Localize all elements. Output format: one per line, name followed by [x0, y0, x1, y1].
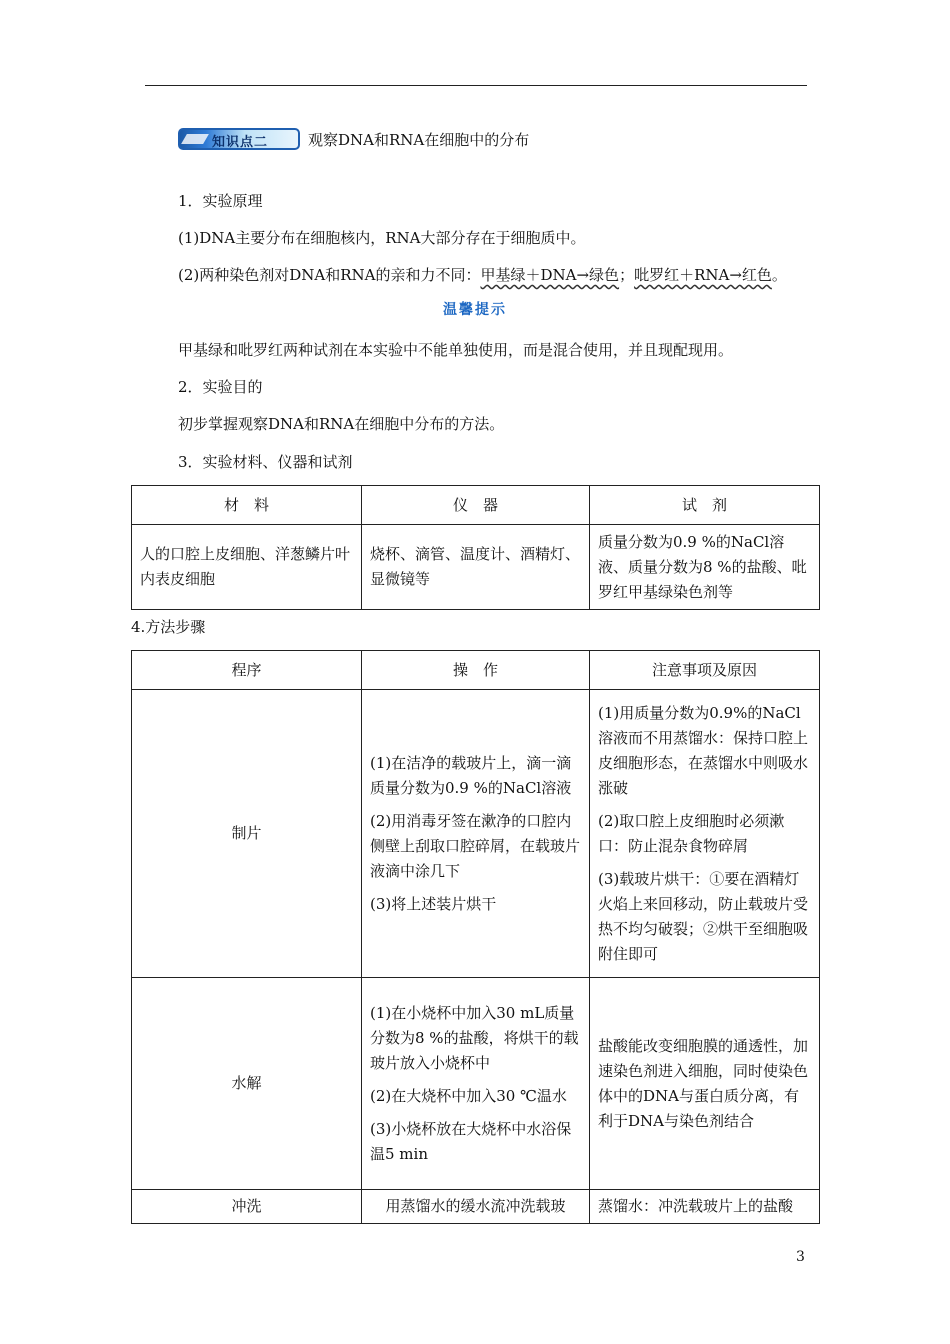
steps-heading: 4.方法步骤	[131, 618, 206, 636]
step-notes	[590, 690, 820, 978]
badge-label: 知识点二	[212, 135, 269, 150]
purpose-text: 初步掌握观察DNA和RNA在细胞中分布的方法。	[178, 415, 505, 433]
table-header-row	[132, 651, 820, 690]
principle-line-1: (1)DNA主要分布在细胞核内，RNA大部分存在于细胞质中。	[178, 229, 586, 247]
purpose-heading: 2．实验目的	[178, 378, 263, 396]
tip-text: 甲基绿和吡罗红两种试剂在本实验中不能单独使用，而是混合使用，并且现配现用。	[178, 341, 734, 359]
principle-line-2-prefix: (2)两种染色剂对DNA和RNA的亲和力不同：	[178, 266, 481, 284]
section-heading	[178, 128, 529, 150]
cell-materials: 人的口腔上皮细胞、洋葱鳞片叶内表皮细胞	[132, 525, 362, 610]
steps-table	[131, 650, 820, 1224]
col-header-materials: 材 料	[132, 486, 362, 525]
op-item: (3)将上述装片烘干	[370, 894, 497, 913]
table-row	[132, 978, 820, 1190]
op-item: (1)在小烧杯中加入30 mL质量分数为8 %的盐酸，将烘干的载玻片放入小烧杯中	[370, 1003, 579, 1072]
step-name: 制片	[132, 690, 362, 978]
col-header-procedure: 程序	[132, 651, 362, 690]
tip-title: 温馨提示	[443, 302, 507, 318]
materials-heading: 3．实验材料、仪器和试剂	[178, 453, 353, 471]
note-item: (3)载玻片烘干：①要在酒精灯火焰上来回移动，防止载玻片受热不均匀破裂；②烘干至细胞吸附住即可	[598, 869, 809, 963]
table-row	[132, 1190, 820, 1224]
op-item: (2)用消毒牙签在漱净的口腔内侧壁上刮取口腔碎屑，在载玻片液滴中涂几下	[370, 811, 581, 880]
op-item: (1)在洁净的载玻片上，滴一滴质量分数为0.9 %的NaCl溶液	[370, 753, 572, 797]
badge-stripe-icon	[181, 134, 209, 144]
section-title: 观察DNA和RNA在细胞中的分布	[308, 130, 530, 149]
col-header-reagents: 试 剂	[590, 486, 820, 525]
op-item: (2)在大烧杯中加入30 ℃温水	[370, 1086, 567, 1105]
op-item: (3)小烧杯放在大烧杯中水浴保温5 min	[370, 1119, 572, 1163]
step-ops	[362, 978, 590, 1190]
principle-line-2	[178, 264, 787, 285]
reaction-red: 吡罗红＋RNA→红色	[634, 266, 772, 284]
reaction-separator: ；	[619, 266, 635, 284]
note-item: (2)取口腔上皮细胞时必须漱口：防止混杂食物碎屑	[598, 811, 785, 855]
note-item: 盐酸能改变细胞膜的通透性，加速染色剂进入细胞，同时使染色体中的DNA与蛋白质分离，有利于DNA与染色剂结合	[598, 1036, 809, 1130]
page-number: 3	[796, 1249, 805, 1265]
col-header-operation: 操 作	[362, 651, 590, 690]
step-name: 水解	[132, 978, 362, 1190]
table-header-row	[132, 486, 820, 525]
cell-instruments: 烧杯、滴管、温度计、酒精灯、显微镜等	[362, 525, 590, 610]
col-header-instruments: 仪 器	[362, 486, 590, 525]
step-notes: 蒸馏水：冲洗载玻片上的盐酸	[590, 1190, 820, 1224]
reaction-green: 甲基绿＋DNA→绿色	[480, 266, 620, 284]
header-rule	[145, 85, 807, 86]
principle-heading: 1．实验原理	[178, 192, 263, 210]
step-notes	[590, 978, 820, 1190]
materials-table	[131, 485, 820, 610]
step-ops	[362, 690, 590, 978]
table-row	[132, 690, 820, 978]
step-name: 冲洗	[132, 1190, 362, 1224]
cell-reagents: 质量分数为0.9 %的NaCl溶液、质量分数为8 %的盐酸、吡罗红甲基绿染色剂等	[590, 525, 820, 610]
table-row	[132, 525, 820, 610]
step-ops: 用蒸馏水的缓水流冲洗载玻	[362, 1190, 590, 1224]
note-item: (1)用质量分数为0.9%的NaCl溶液而不用蒸馏水：保持口腔上皮细胞形态，在蒸馏水中则吸水涨破	[598, 703, 809, 797]
knowledge-point-badge	[178, 128, 300, 150]
col-header-notes: 注意事项及原因	[590, 651, 820, 690]
principle-line-2-end: 。	[771, 266, 787, 284]
